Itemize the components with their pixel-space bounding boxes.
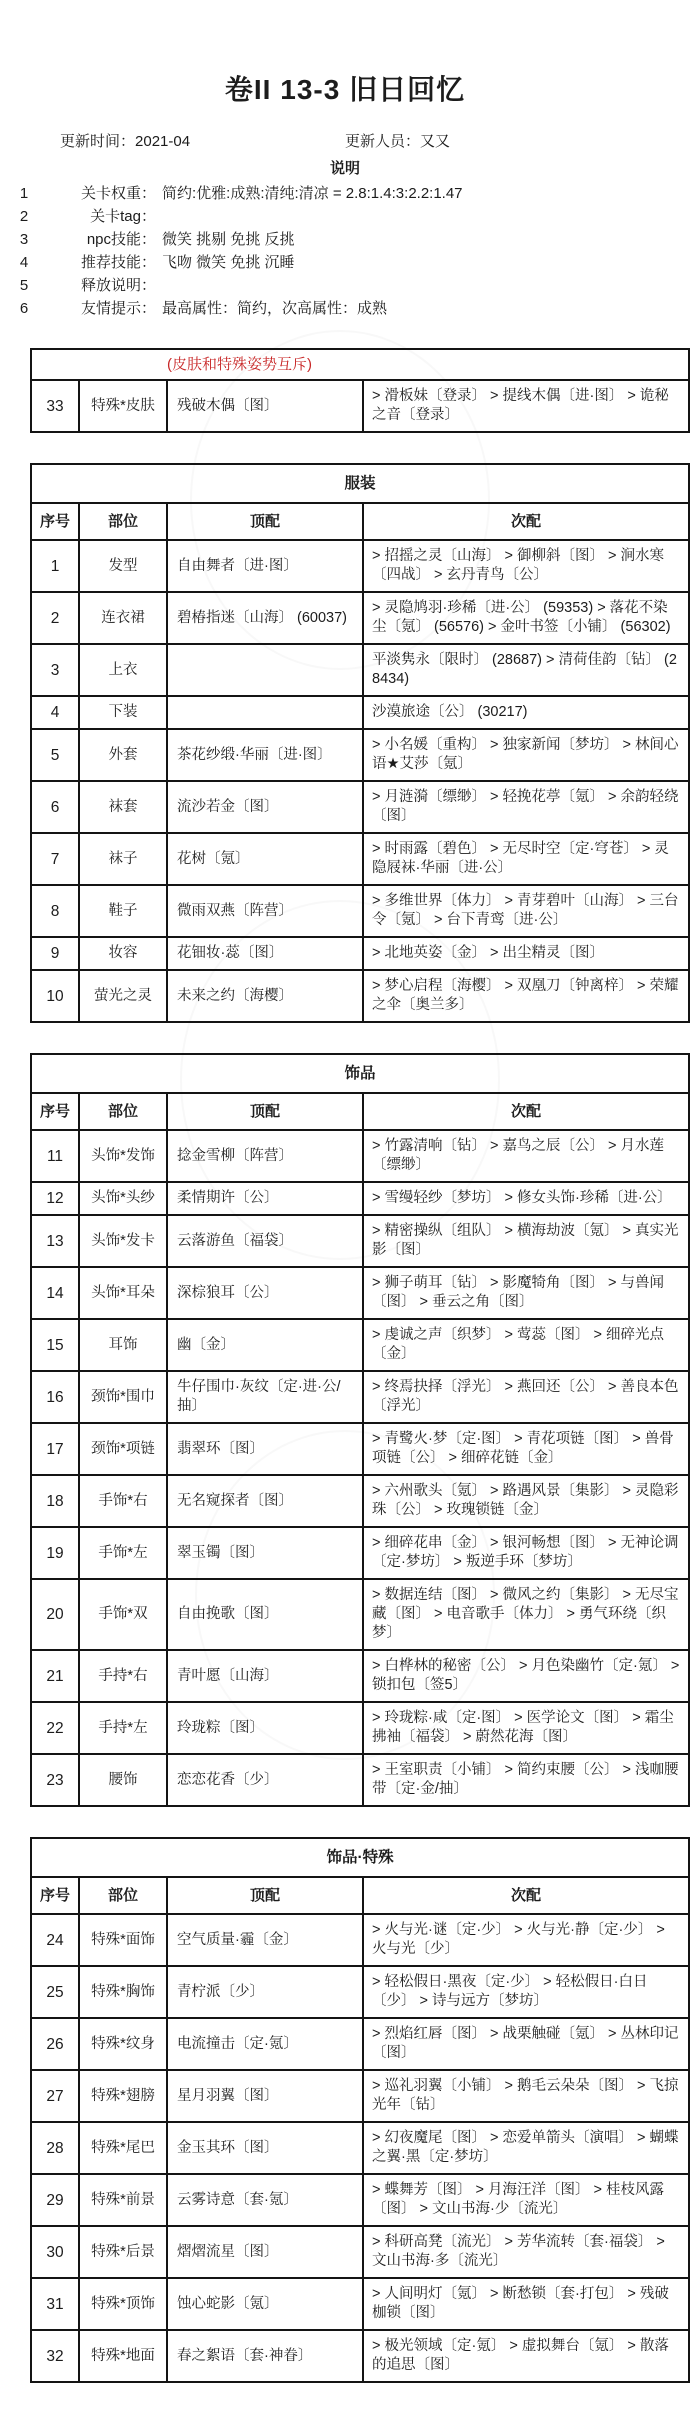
note-number: 6: [19, 300, 29, 317]
table-row: [31, 592, 689, 644]
row-number: 14: [31, 1267, 79, 1319]
row-part: 特殊*纹身: [79, 2018, 167, 2070]
row-top-pick: 幽〔金〕: [167, 1319, 363, 1371]
clothing-table: [30, 463, 690, 1023]
row-top-pick: 柔情期许〔公〕: [167, 1182, 363, 1215]
row-part: 连衣裙: [79, 592, 167, 644]
row-number: 15: [31, 1319, 79, 1371]
column-header: 次配: [363, 1877, 689, 1914]
row-top-pick: 自由舞者〔进·图〕: [167, 540, 363, 592]
row-next-picks: > 精密操纵〔组队〕 > 横海劫波〔氪〕 > 真实光影〔图〕: [363, 1215, 689, 1267]
row-next-picks: 平淡隽永〔限时〕 (28687) > 清荷佳韵〔钻〕 (28434): [363, 644, 689, 696]
row-top-pick: 翠玉镯〔图〕: [167, 1527, 363, 1579]
page-title: 卷II 13-3 旧日回忆: [224, 74, 466, 105]
row-next-picks: > 终焉抉择〔浮光〕 > 燕回还〔公〕 > 善良本色〔浮光〕: [363, 1371, 689, 1423]
note-row: [0, 228, 690, 251]
row-top-pick: 花钿妆·蕊〔图〕: [167, 937, 363, 970]
row-number: 13: [31, 1215, 79, 1267]
table-row: [31, 1527, 689, 1579]
row-next-picks: > 玲珑粽·咸〔定·图〕 > 医学论文〔图〕 > 霜尘拂袖〔福袋〕 > 蔚然花海〔图〕: [363, 1702, 689, 1754]
column-header: 序号: [31, 1093, 79, 1130]
row-part: 妆容: [79, 937, 167, 970]
row-next-picks: > 王室职责〔小铺〕 > 简约束腰〔公〕 > 浅咖腰带〔定·金/抽〕: [363, 1754, 689, 1806]
column-header: 顶配: [167, 1093, 363, 1130]
row-number: 9: [31, 937, 79, 970]
updater-value: 又又: [420, 133, 451, 150]
column-header-row: [31, 503, 689, 540]
row-top-pick: 牛仔围巾·灰纹〔定·进·公/抽〕: [167, 1371, 363, 1423]
row-number: 22: [31, 1702, 79, 1754]
row-top-pick: 空气质量·霾〔金〕: [167, 1914, 363, 1966]
row-number: 31: [31, 2278, 79, 2330]
table-title-row: [31, 1054, 689, 1093]
table-row: [31, 937, 689, 970]
row-top-pick: 星月羽翼〔图〕: [167, 2070, 363, 2122]
row-part: 特殊*后景: [79, 2226, 167, 2278]
notes-heading: 说明: [329, 160, 360, 177]
row-top-pick: 电流撞击〔定·氪〕: [167, 2018, 363, 2070]
update-time-value: 2021-04: [135, 133, 191, 150]
row-part: 腰饰: [79, 1754, 167, 1806]
row-number: 19: [31, 1527, 79, 1579]
table-row: [31, 1754, 689, 1806]
table-title: 饰品: [31, 1054, 689, 1093]
note-text: 飞吻 微笑 免挑 沉睡: [162, 254, 295, 271]
row-number: 6: [31, 781, 79, 833]
row-top-pick: 深棕狼耳〔公〕: [167, 1267, 363, 1319]
note-label: npc技能：: [86, 231, 156, 248]
row-top-pick: 青柠派〔少〕: [167, 1966, 363, 2018]
table-row: [31, 696, 689, 729]
row-part: 特殊*顶饰: [79, 2278, 167, 2330]
row-number: 10: [31, 970, 79, 1022]
row-part: 发型: [79, 540, 167, 592]
table-row: [31, 1182, 689, 1215]
mutual-exclusion-note: (皮肤和特殊姿势互斥): [31, 349, 689, 380]
table-row: [31, 781, 689, 833]
row-next-picks: > 烈焰红唇〔图〕 > 战栗触碰〔氪〕 > 丛林印记〔图〕: [363, 2018, 689, 2070]
update-time: [60, 130, 345, 151]
row-part: 袜子: [79, 833, 167, 885]
row-number: 8: [31, 885, 79, 937]
mutual-exclusion-note-row: [31, 349, 689, 380]
row-top-pick: 花树〔氪〕: [167, 833, 363, 885]
table-row: [31, 1319, 689, 1371]
note-row: [0, 182, 690, 205]
row-next-picks: > 狮子萌耳〔钻〕 > 影魔犄角〔图〕 > 与兽闻〔图〕 > 垂云之角〔图〕: [363, 1267, 689, 1319]
table-row: [31, 540, 689, 592]
note-label: 关卡tag：: [90, 208, 156, 225]
table-row: [31, 1215, 689, 1267]
column-header: 序号: [31, 1877, 79, 1914]
row-part: 手持*左: [79, 1702, 167, 1754]
column-header-row: [31, 1877, 689, 1914]
table-row: [31, 644, 689, 696]
table-title: 饰品·特殊: [31, 1838, 689, 1877]
row-top-pick: 自由挽歌〔图〕: [167, 1579, 363, 1650]
row-part: 外套: [79, 729, 167, 781]
table-row: [31, 2278, 689, 2330]
note-number: 4: [19, 254, 29, 271]
column-header: 顶配: [167, 503, 363, 540]
accessory-table: [30, 1053, 690, 1807]
row-number: 21: [31, 1650, 79, 1702]
row-next-picks: > 巡礼羽翼〔小铺〕 > 鹅毛云朵朵〔图〕 > 飞掠光年〔钻〕: [363, 2070, 689, 2122]
row-top-pick: 翡翠环〔图〕: [167, 1423, 363, 1475]
table-row: [31, 729, 689, 781]
skin-table: [30, 348, 690, 433]
row-next-picks: > 招摇之灵〔山海〕 > 御柳斜〔图〕 > 涧水寒〔四战〕 > 玄丹青鸟〔公〕: [363, 540, 689, 592]
row-top-pick: 微雨双燕〔阵营〕: [167, 885, 363, 937]
row-number: 18: [31, 1475, 79, 1527]
table-row: [31, 833, 689, 885]
row-top-pick: 恋恋花香〔少〕: [167, 1754, 363, 1806]
row-next-picks: > 极光领域〔定·氪〕 > 虚拟舞台〔氪〕 > 散落的追思〔图〕: [363, 2330, 689, 2382]
row-next-picks: > 灵隐鸠羽·珍稀〔进·公〕 (59353) > 落花不染尘〔氪〕 (56576) > 金叶书签〔小铺〕 (56302): [363, 592, 689, 644]
note-row: [0, 274, 690, 297]
row-next-picks: > 白桦林的秘密〔公〕 > 月色染幽竹〔定·氪〕 > 锁扣包〔签5〕: [363, 1650, 689, 1702]
row-next-picks: > 幻夜魔尾〔图〕 > 恋爱单箭头〔演唱〕 > 蝴蝶之翼·黑〔定·梦坊〕: [363, 2122, 689, 2174]
row-next-picks: > 梦心启程〔海樱〕 > 双凰刀〔钟离梓〕 > 荣耀之伞〔奥兰多〕: [363, 970, 689, 1022]
row-top-pick: 茶花纱缎·华丽〔进·图〕: [167, 729, 363, 781]
row-number: 28: [31, 2122, 79, 2174]
row-number: 2: [31, 592, 79, 644]
row-part: 特殊*皮肤: [79, 380, 167, 432]
note-text: 微笑 挑剔 免挑 反挑: [162, 231, 295, 248]
note-label: 友情提示：: [80, 300, 156, 317]
row-part: 鞋子: [79, 885, 167, 937]
row-number: 32: [31, 2330, 79, 2382]
note-row: [0, 251, 690, 274]
column-header: 序号: [31, 503, 79, 540]
row-top-pick: 碧椿指迷〔山海〕 (60037): [167, 592, 363, 644]
row-next-picks: > 竹露清响〔钻〕 > 嘉鸟之辰〔公〕 > 月水莲〔缥缈〕: [363, 1130, 689, 1182]
row-number: 5: [31, 729, 79, 781]
note-label: 关卡权重：: [80, 185, 156, 202]
note-number: 5: [19, 277, 29, 294]
row-top-pick: 蚀心蛇影〔氪〕: [167, 2278, 363, 2330]
special-accessory-table: [30, 1837, 690, 2383]
row-number: 7: [31, 833, 79, 885]
table-row: [31, 2018, 689, 2070]
row-top-pick: 青叶愿〔山海〕: [167, 1650, 363, 1702]
column-header: 次配: [363, 1093, 689, 1130]
row-next-picks: > 火与光·谜〔定·少〕 > 火与光·静〔定·少〕 > 火与光〔少〕: [363, 1914, 689, 1966]
row-part: 耳饰: [79, 1319, 167, 1371]
column-header: 顶配: [167, 1877, 363, 1914]
row-part: 手饰*双: [79, 1579, 167, 1650]
row-part: 头饰*头纱: [79, 1182, 167, 1215]
row-top-pick: 春之絮语〔套·神眷〕: [167, 2330, 363, 2382]
row-top-pick: 残破木偶〔图〕: [167, 380, 363, 432]
row-next-picks: > 科研高凳〔流光〕 > 芳华流转〔套·福袋〕 > 文山书海·多〔流光〕: [363, 2226, 689, 2278]
row-number: 24: [31, 1914, 79, 1966]
table-title: 服装: [31, 464, 689, 503]
row-number: 3: [31, 644, 79, 696]
row-next-picks: > 北地英姿〔金〕 > 出尘精灵〔图〕: [363, 937, 689, 970]
row-number: 20: [31, 1579, 79, 1650]
column-header: 部位: [79, 1877, 167, 1914]
row-top-pick: [167, 696, 363, 729]
column-header: 次配: [363, 503, 689, 540]
table-row: [31, 380, 689, 432]
row-next-picks: > 多维世界〔体力〕 > 青芽碧叶〔山海〕 > 三台令〔氪〕 > 台下青鸾〔进·公〕: [363, 885, 689, 937]
row-part: 头饰*耳朵: [79, 1267, 167, 1319]
row-part: 手饰*左: [79, 1527, 167, 1579]
row-part: 特殊*胸饰: [79, 1966, 167, 2018]
updater: [345, 130, 630, 151]
row-next-picks: > 蝶舞芳〔图〕 > 月海汪洋〔图〕 > 桂枝风露〔图〕 > 文山书海·少〔流光〕: [363, 2174, 689, 2226]
row-part: 萤光之灵: [79, 970, 167, 1022]
row-top-pick: 流沙若金〔图〕: [167, 781, 363, 833]
row-number: 33: [31, 380, 79, 432]
row-part: 特殊*尾巴: [79, 2122, 167, 2174]
row-number: 30: [31, 2226, 79, 2278]
table-row: [31, 1914, 689, 1966]
row-part: 特殊*地面: [79, 2330, 167, 2382]
note-text: 最高属性：简约，次高属性：成熟: [162, 300, 388, 317]
row-part: 下装: [79, 696, 167, 729]
row-top-pick: 云落游鱼〔福袋〕: [167, 1215, 363, 1267]
row-next-picks: > 时雨露〔碧色〕 > 无尽时空〔定·穹苍〕 > 灵隐屐袜·华丽〔进·公〕: [363, 833, 689, 885]
row-top-pick: 玲珑粽〔图〕: [167, 1702, 363, 1754]
row-number: 11: [31, 1130, 79, 1182]
row-part: 手持*右: [79, 1650, 167, 1702]
row-part: 特殊*翅膀: [79, 2070, 167, 2122]
row-top-pick: 未来之约〔海樱〕: [167, 970, 363, 1022]
meta-row: [0, 130, 690, 151]
row-number: 29: [31, 2174, 79, 2226]
row-part: 特殊*面饰: [79, 1914, 167, 1966]
row-part: 头饰*发饰: [79, 1130, 167, 1182]
table-row: [31, 1130, 689, 1182]
notes-list: [0, 182, 690, 320]
row-part: 颈饰*项链: [79, 1423, 167, 1475]
row-number: 26: [31, 2018, 79, 2070]
row-number: 23: [31, 1754, 79, 1806]
table-row: [31, 2226, 689, 2278]
note-text: [156, 274, 690, 297]
note-number: 1: [19, 185, 29, 202]
table-row: [31, 1371, 689, 1423]
table-title-row: [31, 1838, 689, 1877]
note-row: [0, 205, 690, 228]
row-next-picks: 沙漠旅途〔公〕 (30217): [363, 696, 689, 729]
table-title-row: [31, 464, 689, 503]
row-next-picks: > 小名媛〔重构〕 > 独家新闻〔梦坊〕 > 林间心语★艾莎〔氪〕: [363, 729, 689, 781]
row-next-picks: > 数据连结〔图〕 > 微风之约〔集影〕 > 无尽宝藏〔图〕 > 电音歌手〔体力〕 > 勇气环绕〔织梦〕: [363, 1579, 689, 1650]
row-next-picks: > 轻松假日·黑夜〔定·少〕 > 轻松假日·白日〔少〕 > 诗与远方〔梦坊〕: [363, 1966, 689, 2018]
column-header: 部位: [79, 503, 167, 540]
row-next-picks: > 细碎花串〔金〕 > 银河畅想〔图〕 > 无神论调〔定·梦坊〕 > 叛逆手环〔梦坊〕: [363, 1527, 689, 1579]
column-header: 部位: [79, 1093, 167, 1130]
table-row: [31, 1702, 689, 1754]
row-number: 16: [31, 1371, 79, 1423]
row-top-pick: 熠熠流星〔图〕: [167, 2226, 363, 2278]
row-number: 12: [31, 1182, 79, 1215]
row-next-picks: > 雪缦轻纱〔梦坊〕 > 修女头饰·珍稀〔进·公〕: [363, 1182, 689, 1215]
table-row: [31, 970, 689, 1022]
row-top-pick: [167, 644, 363, 696]
row-part: 袜套: [79, 781, 167, 833]
row-number: 1: [31, 540, 79, 592]
row-next-picks: > 人间明灯〔氪〕 > 断愁锁〔套·打包〕 > 残破枷锁〔图〕: [363, 2278, 689, 2330]
column-header-row: [31, 1093, 689, 1130]
table-row: [31, 2174, 689, 2226]
note-row: [0, 297, 690, 320]
note-text: 简约:优雅:成熟:清纯:清凉 = 2.8:1.4:3:2.2:1.47: [162, 185, 463, 202]
updater-label: 更新人员：: [345, 133, 421, 150]
row-part: 特殊*前景: [79, 2174, 167, 2226]
table-row: [31, 2070, 689, 2122]
row-next-picks: > 月涟漪〔缥缈〕 > 轻挽花葶〔氪〕 > 余韵轻绕〔图〕: [363, 781, 689, 833]
note-text: [156, 205, 690, 228]
row-top-pick: 金玉其环〔图〕: [167, 2122, 363, 2174]
table-row: [31, 885, 689, 937]
row-number: 4: [31, 696, 79, 729]
note-number: 2: [19, 208, 29, 225]
note-label: 推荐技能：: [80, 254, 156, 271]
row-part: 上衣: [79, 644, 167, 696]
table-row: [31, 1650, 689, 1702]
row-top-pick: 无名窥探者〔图〕: [167, 1475, 363, 1527]
row-next-picks: > 青鹭火·梦〔定·图〕 > 青花项链〔图〕 > 兽骨项链〔公〕 > 细碎花链〔金〕: [363, 1423, 689, 1475]
table-row: [31, 2122, 689, 2174]
update-time-label: 更新时间：: [60, 133, 136, 150]
table-row: [31, 1579, 689, 1650]
table-row: [31, 1966, 689, 2018]
row-number: 17: [31, 1423, 79, 1475]
row-next-picks: > 滑板妹〔登录〕 > 提线木偶〔进·图〕 > 诡秘之音〔登录〕: [363, 380, 689, 432]
row-part: 颈饰*围巾: [79, 1371, 167, 1423]
row-top-pick: 捻金雪柳〔阵营〕: [167, 1130, 363, 1182]
row-part: 头饰*发卡: [79, 1215, 167, 1267]
table-row: [31, 1267, 689, 1319]
table-row: [31, 2330, 689, 2382]
row-top-pick: 云雾诗意〔套·氪〕: [167, 2174, 363, 2226]
note-label: 释放说明：: [80, 277, 156, 294]
row-number: 25: [31, 1966, 79, 2018]
row-next-picks: > 六州歌头〔氪〕 > 路遇风景〔集影〕 > 灵隐彩珠〔公〕 > 玫瑰锁链〔金〕: [363, 1475, 689, 1527]
row-number: 27: [31, 2070, 79, 2122]
table-row: [31, 1475, 689, 1527]
row-next-picks: > 虔诚之声〔织梦〕 > 莺蕊〔图〕 > 细碎光点〔金〕: [363, 1319, 689, 1371]
row-part: 手饰*右: [79, 1475, 167, 1527]
note-number: 3: [19, 231, 29, 248]
table-row: [31, 1423, 689, 1475]
